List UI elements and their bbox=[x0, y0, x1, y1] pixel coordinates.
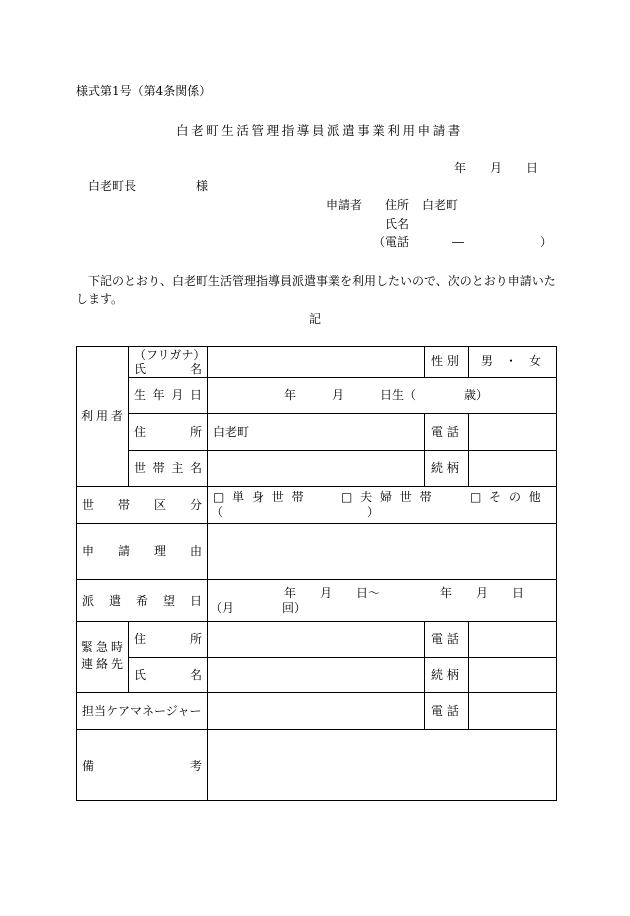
sex-label: 性 別 bbox=[431, 354, 459, 368]
furigana-label: （フリガナ） bbox=[134, 348, 206, 362]
care-manager-label: 担当ケアマネージャー bbox=[82, 704, 202, 718]
emergency-contact-label-2: 連絡先 bbox=[81, 657, 127, 671]
relation-label: 続 柄 bbox=[431, 461, 459, 475]
user-group-label: 利用者 bbox=[81, 409, 127, 423]
household-option-couple[interactable]: □ 夫 婦 世 帯 bbox=[341, 490, 434, 504]
sex-options[interactable]: 男 ・ 女 bbox=[481, 354, 542, 368]
body-text-line-1: 下記のとおり、白老町生活管理指導員派遣事業を利用したいので、次のとおり申請いた bbox=[88, 274, 556, 288]
phone-label: 電 話 bbox=[431, 425, 459, 439]
address-value[interactable]: 白老町 bbox=[213, 425, 250, 439]
reason-field[interactable] bbox=[210, 526, 553, 576]
household-other-detail[interactable]: （ ） bbox=[211, 505, 380, 519]
dispatch-date-range[interactable]: 年 月 日～ 年 月 日 bbox=[284, 586, 525, 600]
emergency-relation-field[interactable] bbox=[471, 660, 553, 690]
form-number: 様式第1号（第4条関係） bbox=[76, 84, 212, 98]
care-manager-phone-label: 電 話 bbox=[431, 704, 459, 718]
emergency-phone-field[interactable] bbox=[471, 624, 553, 655]
body-text-line-2: します。 bbox=[76, 292, 124, 306]
care-manager-phone-field[interactable] bbox=[471, 695, 553, 727]
emergency-relation-label: 続 柄 bbox=[431, 668, 459, 682]
applicant-phone-close: ） bbox=[540, 235, 553, 249]
emergency-phone-label: 電 話 bbox=[431, 632, 459, 646]
household-type-label: 世 帯 区 分 bbox=[82, 498, 202, 512]
applicant-address-label: 住所 bbox=[385, 198, 410, 212]
applicant-name-label: 氏名 bbox=[385, 217, 410, 231]
birthdate-label: 生年月日 bbox=[134, 388, 202, 402]
application-form-table bbox=[76, 346, 557, 801]
addressee: 白老町長 様 bbox=[88, 179, 209, 193]
emergency-name-field[interactable] bbox=[210, 660, 420, 690]
applicant-label: 申請者 bbox=[326, 198, 363, 212]
reason-label: 申 請 理 由 bbox=[82, 544, 202, 558]
relation-field[interactable] bbox=[471, 453, 553, 483]
emergency-address-field[interactable] bbox=[210, 624, 420, 655]
phone-field[interactable] bbox=[471, 416, 553, 448]
name-label: 氏 名 bbox=[134, 362, 202, 376]
household-option-other[interactable]: □ そ の 他 bbox=[470, 490, 543, 504]
document-title: 白老町生活管理指導員派遣事業利用申請書 bbox=[176, 123, 463, 138]
emergency-contact-label-1: 緊急時 bbox=[81, 640, 127, 654]
applicant-phone-open: （電話 bbox=[373, 235, 410, 249]
household-head-field[interactable] bbox=[210, 453, 420, 483]
dispatch-frequency[interactable]: （月 回） bbox=[210, 601, 307, 615]
remarks-label: 備 考 bbox=[82, 759, 202, 773]
applicant-phone-dash: ― bbox=[452, 235, 464, 249]
household-head-label: 世帯主名 bbox=[134, 461, 202, 475]
care-manager-field[interactable] bbox=[210, 695, 420, 727]
emergency-name-label: 氏 名 bbox=[134, 668, 202, 682]
emergency-address-label: 住 所 bbox=[134, 632, 202, 646]
household-option-single[interactable]: □ 単 身 世 帯 bbox=[213, 490, 306, 504]
applicant-address-value: 白老町 bbox=[422, 198, 459, 212]
remarks-field[interactable] bbox=[210, 732, 553, 798]
date-line: 年 月 日 bbox=[454, 161, 539, 175]
birthdate-value[interactable]: 年 月 日生（ 歳） bbox=[284, 388, 489, 402]
name-field[interactable] bbox=[210, 348, 420, 376]
dispatch-date-label: 派 遣 希 望 日 bbox=[82, 594, 202, 608]
address-label: 住 所 bbox=[134, 425, 202, 439]
ki-heading: 記 bbox=[309, 312, 322, 326]
